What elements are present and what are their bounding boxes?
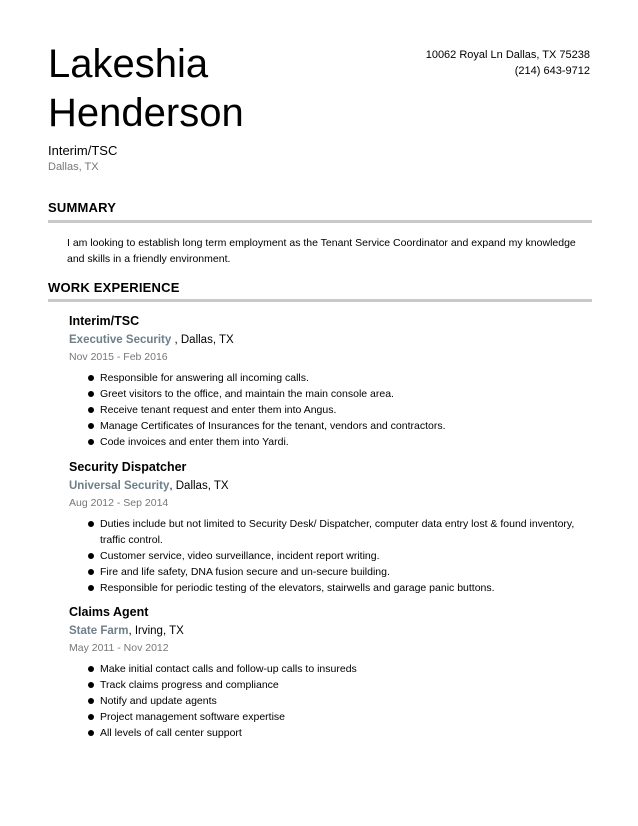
- duty-item: [69, 370, 592, 386]
- job-location: , Dallas, TX: [169, 480, 229, 492]
- bullet-icon: [88, 407, 94, 413]
- duty-item: [69, 516, 592, 548]
- duty-text: Receive tenant request and enter them into Angus.: [100, 404, 337, 416]
- duty-item: [69, 709, 592, 725]
- duty-text: Greet visitors to the office, and maintain the main console area.: [100, 388, 394, 400]
- candidate-location: Dallas, TX: [48, 161, 99, 173]
- job-company-line: [69, 478, 592, 494]
- job-company-line: [69, 623, 592, 639]
- job-entry: [69, 459, 592, 596]
- duty-text: Code invoices and enter them into Yardi.: [100, 436, 289, 448]
- bullet-icon: [88, 730, 94, 736]
- bullet-icon: [88, 682, 94, 688]
- duty-text: Fire and life safety, DNA fusion secure and un-secure building.: [100, 566, 390, 578]
- duty-text: Track claims progress and compliance: [100, 679, 279, 691]
- address: 10062 Royal Ln Dallas, TX 75238: [425, 49, 590, 61]
- bullet-icon: [88, 714, 94, 720]
- bullet-icon: [88, 585, 94, 591]
- summary-line: I am looking to establish long term employment as the Tenant Service Coordinator and expand my knowledge: [67, 237, 576, 249]
- work-experience-divider: [48, 299, 592, 302]
- job-entry: [69, 313, 592, 450]
- summary-line: and skills in a friendly environment.: [67, 253, 231, 265]
- company-name: Executive Security: [69, 334, 172, 346]
- summary-text: [67, 235, 592, 267]
- duty-item: [69, 725, 592, 741]
- job-role: Interim/TSC: [69, 314, 140, 328]
- duty-text: Duties include but not limited to Security Desk/ Dispatcher, computer data entry lost & found inventory, traffic control.: [100, 518, 575, 546]
- bullet-icon: [88, 521, 94, 527]
- duty-item: [69, 434, 592, 450]
- bullet-icon: [88, 698, 94, 704]
- duty-item: [69, 564, 592, 580]
- duty-item: [69, 402, 592, 418]
- phone: (214) 643-9712: [514, 65, 590, 77]
- duty-text: Manage Certificates of Insurances for the tenant, vendors and contractors.: [100, 420, 446, 432]
- duty-text: Customer service, video surveillance, incident report writing.: [100, 550, 380, 562]
- job-location: , Dallas, TX: [171, 334, 234, 346]
- name-line-last: Henderson: [48, 91, 244, 135]
- duty-list: [69, 370, 592, 450]
- duty-item: [69, 580, 592, 596]
- job-dates: Aug 2012 - Sep 2014: [69, 497, 169, 509]
- bullet-icon: [88, 569, 94, 575]
- job-entry: [69, 604, 592, 741]
- duty-text: Notify and update agents: [100, 695, 217, 707]
- contact-block: [426, 47, 590, 79]
- company-name: State Farm: [69, 625, 129, 637]
- job-location: , Irving, TX: [128, 625, 184, 637]
- duty-item: [69, 548, 592, 564]
- duty-text: All levels of call center support: [100, 727, 242, 739]
- job-role: Claims Agent: [69, 605, 149, 619]
- duty-item: [69, 661, 592, 677]
- candidate-title: Interim/TSC: [48, 143, 118, 158]
- duty-item: [69, 693, 592, 709]
- duty-item: [69, 418, 592, 434]
- work-experience-heading: WORK EXPERIENCE: [48, 280, 180, 295]
- duty-list: [69, 516, 592, 596]
- duty-text: Responsible for periodic testing of the elevators, stairwells and garage panic buttons.: [100, 582, 495, 594]
- duty-item: [69, 386, 592, 402]
- duty-text: Make initial contact calls and follow-up calls to insureds: [100, 663, 357, 675]
- duty-text: Project management software expertise: [100, 711, 286, 723]
- job-dates: May 2011 - Nov 2012: [69, 642, 169, 654]
- candidate-name: [48, 40, 244, 138]
- duty-item: [69, 677, 592, 693]
- summary-heading: SUMMARY: [48, 200, 117, 215]
- duty-list: [69, 661, 592, 741]
- job-company-line: [69, 332, 592, 348]
- company-name: Universal Security: [69, 480, 170, 492]
- bullet-icon: [88, 375, 94, 381]
- duty-text: Responsible for answering all incoming calls.: [100, 372, 309, 384]
- bullet-icon: [88, 423, 94, 429]
- job-dates: Nov 2015 - Feb 2016: [69, 351, 168, 363]
- bullet-icon: [88, 439, 94, 445]
- job-role: Security Dispatcher: [69, 460, 187, 474]
- summary-divider: [48, 220, 592, 223]
- bullet-icon: [88, 666, 94, 672]
- name-line-first: Lakeshia: [48, 42, 209, 86]
- bullet-icon: [88, 391, 94, 397]
- bullet-icon: [88, 553, 94, 559]
